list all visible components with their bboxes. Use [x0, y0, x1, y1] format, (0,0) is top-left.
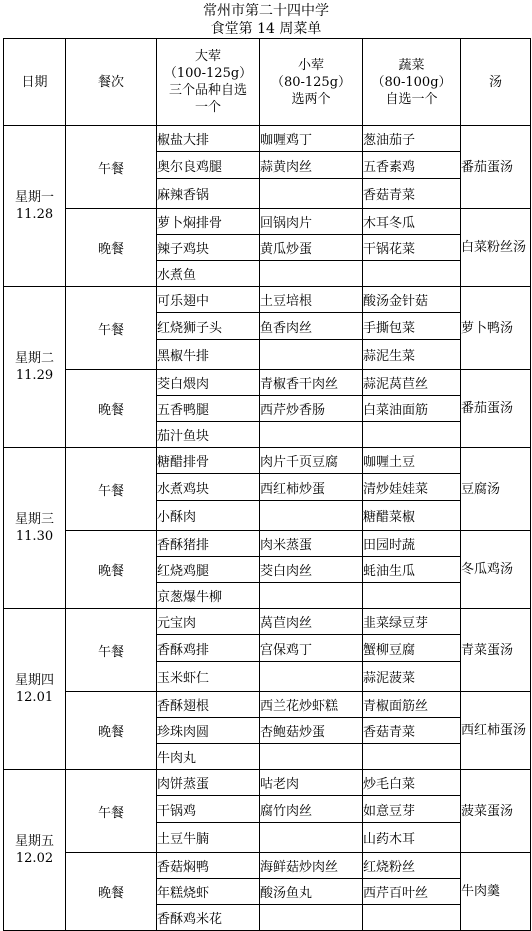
small-meat-dish: 鱼香肉丝 [260, 313, 363, 340]
day-cell [4, 448, 66, 609]
soup-cell: 青菜蛋汤 [461, 609, 531, 692]
big-meat-dish: 五香鸭腿 [157, 396, 260, 422]
header-small-meat [260, 39, 363, 126]
weekday: 星期二 [14, 351, 54, 366]
big-meat-dish: 椒盐大排 [157, 126, 260, 152]
big-meat-dish: 肉饼蒸蛋 [157, 770, 260, 796]
vegetable-dish [363, 261, 461, 287]
day-cell [4, 126, 66, 287]
big-meat-dish: 香酥猪排 [157, 531, 260, 557]
header-big-line: 大荤 [194, 49, 221, 64]
weekday: 星期五 [14, 834, 54, 849]
vegetable-dish: 五香素鸡 [363, 152, 461, 179]
table-row [4, 692, 531, 718]
header-big-meat [157, 39, 260, 126]
day-cell [4, 609, 66, 770]
vegetable-dish: 青椒面筋丝 [363, 692, 461, 718]
menu-week-title: 食堂第 14 周菜单 [210, 21, 322, 37]
meal-cell: 午餐 [66, 609, 157, 692]
small-meat-dish [260, 583, 363, 609]
soup-cell: 菠菜蛋汤 [461, 770, 531, 853]
vegetable-dish: 香菇青菜 [363, 179, 461, 209]
big-meat-dish: 水煮鸡块 [157, 474, 260, 501]
small-meat-dish: 青椒香干肉丝 [260, 370, 363, 396]
big-meat-dish: 黑椒牛排 [157, 340, 260, 370]
header-meal: 餐次 [66, 39, 157, 126]
big-meat-dish: 奥尔良鸡腿 [157, 152, 260, 179]
vegetable-dish: 如意豆芽 [363, 796, 461, 823]
vegetable-dish: 香菇青菜 [363, 718, 461, 744]
small-meat-dish [260, 422, 363, 448]
big-meat-dish: 麻辣香锅 [157, 179, 260, 209]
small-meat-dish: 咕老肉 [260, 770, 363, 796]
meal-cell: 晚餐 [66, 692, 157, 770]
date: 12.02 [15, 851, 54, 866]
vegetable-dish: 咖喱土豆 [363, 448, 461, 474]
big-meat-dish: 茭白煨肉 [157, 370, 260, 396]
big-meat-dish: 小酥肉 [157, 501, 260, 531]
vegetable-dish: 红烧粉丝 [363, 853, 461, 879]
date: 11.30 [15, 529, 54, 544]
small-meat-dish [260, 261, 363, 287]
big-meat-dish: 干锅鸡 [157, 796, 260, 823]
small-meat-dish: 土豆培根 [260, 287, 363, 313]
header-big-line: 一个 [194, 100, 221, 115]
soup-cell: 白菜粉丝汤 [461, 209, 531, 287]
small-meat-dish [260, 501, 363, 531]
big-meat-dish: 香酥翅根 [157, 692, 260, 718]
vegetable-dish [363, 583, 461, 609]
big-meat-dish: 元宝肉 [157, 609, 260, 635]
header-date: 日期 [4, 39, 66, 126]
big-meat-dish: 香酥鸡排 [157, 635, 260, 662]
menu-title [0, 0, 532, 38]
table-row [4, 370, 531, 396]
meal-cell: 晚餐 [66, 853, 157, 931]
vegetable-dish: 清炒娃娃菜 [363, 474, 461, 501]
weekly-menu-table [3, 38, 531, 931]
meal-cell: 晚餐 [66, 531, 157, 609]
big-meat-dish: 玉米虾仁 [157, 662, 260, 692]
header-big-line: 三个品种自选 [168, 83, 247, 98]
small-meat-dish: 西红柿炒蛋 [260, 474, 363, 501]
small-meat-dish [260, 905, 363, 931]
big-meat-dish: 珍珠肉圆 [157, 718, 260, 744]
big-meat-dish: 可乐翅中 [157, 287, 260, 313]
small-meat-dish: 肉米蒸蛋 [260, 531, 363, 557]
header-veg-line: 自选一个 [385, 91, 438, 107]
big-meat-dish: 京葱爆牛柳 [157, 583, 260, 609]
big-meat-dish: 辣子鸡块 [157, 235, 260, 261]
vegetable-dish [363, 422, 461, 448]
vegetable-dish: 糖醋菜椒 [363, 501, 461, 531]
header-big-line: （100-125g） [163, 66, 253, 81]
table-row [4, 770, 531, 796]
big-meat-dish: 红烧鸡腿 [157, 557, 260, 583]
date: 11.28 [15, 207, 54, 222]
small-meat-dish [260, 823, 363, 853]
small-meat-dish: 蒜黄肉丝 [260, 152, 363, 179]
table-row [4, 531, 531, 557]
big-meat-dish: 年糕烧虾 [157, 879, 260, 905]
meal-cell: 晚餐 [66, 370, 157, 448]
soup-cell: 萝卜鸭汤 [461, 287, 531, 370]
big-meat-dish: 红烧狮子头 [157, 313, 260, 340]
soup-cell: 番茄蛋汤 [461, 126, 531, 209]
weekday: 星期四 [14, 673, 54, 688]
vegetable-dish: 蒜泥莴苣丝 [363, 370, 461, 396]
vegetable-dish: 手撕包菜 [363, 313, 461, 340]
vegetable-dish: 干锅花菜 [363, 235, 461, 261]
day-cell [4, 287, 66, 448]
meal-cell: 午餐 [66, 770, 157, 853]
soup-cell: 番茄蛋汤 [461, 370, 531, 448]
header-vegetable [363, 39, 461, 126]
small-meat-dish: 西兰花炒虾糕 [260, 692, 363, 718]
small-meat-dish: 肉片千页豆腐 [260, 448, 363, 474]
vegetable-dish [363, 905, 461, 931]
big-meat-dish: 香菇焖鸭 [157, 853, 260, 879]
vegetable-dish: 白菜油面筋 [363, 396, 461, 422]
vegetable-dish: 田园时蔬 [363, 531, 461, 557]
vegetable-dish: 炒毛白菜 [363, 770, 461, 796]
small-meat-dish: 回锅肉片 [260, 209, 363, 235]
vegetable-dish: 山药木耳 [363, 823, 461, 853]
small-meat-dish: 杏鲍菇炒蛋 [260, 718, 363, 744]
vegetable-dish [363, 744, 461, 770]
header-veg-line: （80-100g） [371, 74, 452, 90]
small-meat-dish: 莴苣肉丝 [260, 609, 363, 635]
small-meat-dish [260, 340, 363, 370]
soup-cell: 牛肉羹 [461, 853, 531, 931]
vegetable-dish: 韭菜绿豆芽 [363, 609, 461, 635]
vegetable-dish: 蒜泥生菜 [363, 340, 461, 370]
day-cell [4, 770, 66, 931]
table-row [4, 209, 531, 235]
big-meat-dish: 茄汁鱼块 [157, 422, 260, 448]
small-meat-dish: 黄瓜炒蛋 [260, 235, 363, 261]
header-small-line: 选两个 [291, 91, 331, 107]
vegetable-dish: 葱油茄子 [363, 126, 461, 152]
soup-cell: 西红柿蛋汤 [461, 692, 531, 770]
table-row [4, 287, 531, 313]
weekday: 星期三 [14, 512, 54, 527]
big-meat-dish: 萝卜焖排骨 [157, 209, 260, 235]
header-veg-line: 蔬菜 [398, 57, 425, 73]
header-small-line: 小荤 [297, 57, 324, 73]
soup-cell: 冬瓜鸡汤 [461, 531, 531, 609]
school-name: 常州市第二十四中学 [203, 3, 329, 19]
big-meat-dish: 糖醋排骨 [157, 448, 260, 474]
meal-cell: 午餐 [66, 448, 157, 531]
header-small-line: （80-125g） [270, 74, 352, 90]
header-row [4, 39, 531, 126]
vegetable-dish: 西芹百叶丝 [363, 879, 461, 905]
small-meat-dish: 腐竹肉丝 [260, 796, 363, 823]
small-meat-dish: 酸汤鱼丸 [260, 879, 363, 905]
vegetable-dish: 酸汤金针菇 [363, 287, 461, 313]
big-meat-dish: 水煮鱼 [157, 261, 260, 287]
table-row [4, 448, 531, 474]
table-row [4, 126, 531, 152]
small-meat-dish [260, 662, 363, 692]
meal-cell: 午餐 [66, 287, 157, 370]
meal-cell: 午餐 [66, 126, 157, 209]
table-row [4, 609, 531, 635]
small-meat-dish: 咖喱鸡丁 [260, 126, 363, 152]
vegetable-dish: 木耳冬瓜 [363, 209, 461, 235]
soup-cell: 豆腐汤 [461, 448, 531, 531]
weekday: 星期一 [14, 190, 54, 205]
date: 12.01 [15, 690, 54, 705]
small-meat-dish: 宫保鸡丁 [260, 635, 363, 662]
header-soup: 汤 [461, 39, 531, 126]
small-meat-dish: 海鲜菇炒肉丝 [260, 853, 363, 879]
small-meat-dish [260, 744, 363, 770]
vegetable-dish: 蒜泥菠菜 [363, 662, 461, 692]
big-meat-dish: 牛肉丸 [157, 744, 260, 770]
small-meat-dish: 西芹炒香肠 [260, 396, 363, 422]
menu-body [4, 126, 531, 931]
vegetable-dish: 蚝油生瓜 [363, 557, 461, 583]
small-meat-dish [260, 179, 363, 209]
big-meat-dish: 香酥鸡米花 [157, 905, 260, 931]
vegetable-dish: 蟹柳豆腐 [363, 635, 461, 662]
meal-cell: 晚餐 [66, 209, 157, 287]
small-meat-dish: 茭白肉丝 [260, 557, 363, 583]
table-row [4, 853, 531, 879]
big-meat-dish: 土豆牛腩 [157, 823, 260, 853]
date: 11.29 [15, 368, 54, 383]
